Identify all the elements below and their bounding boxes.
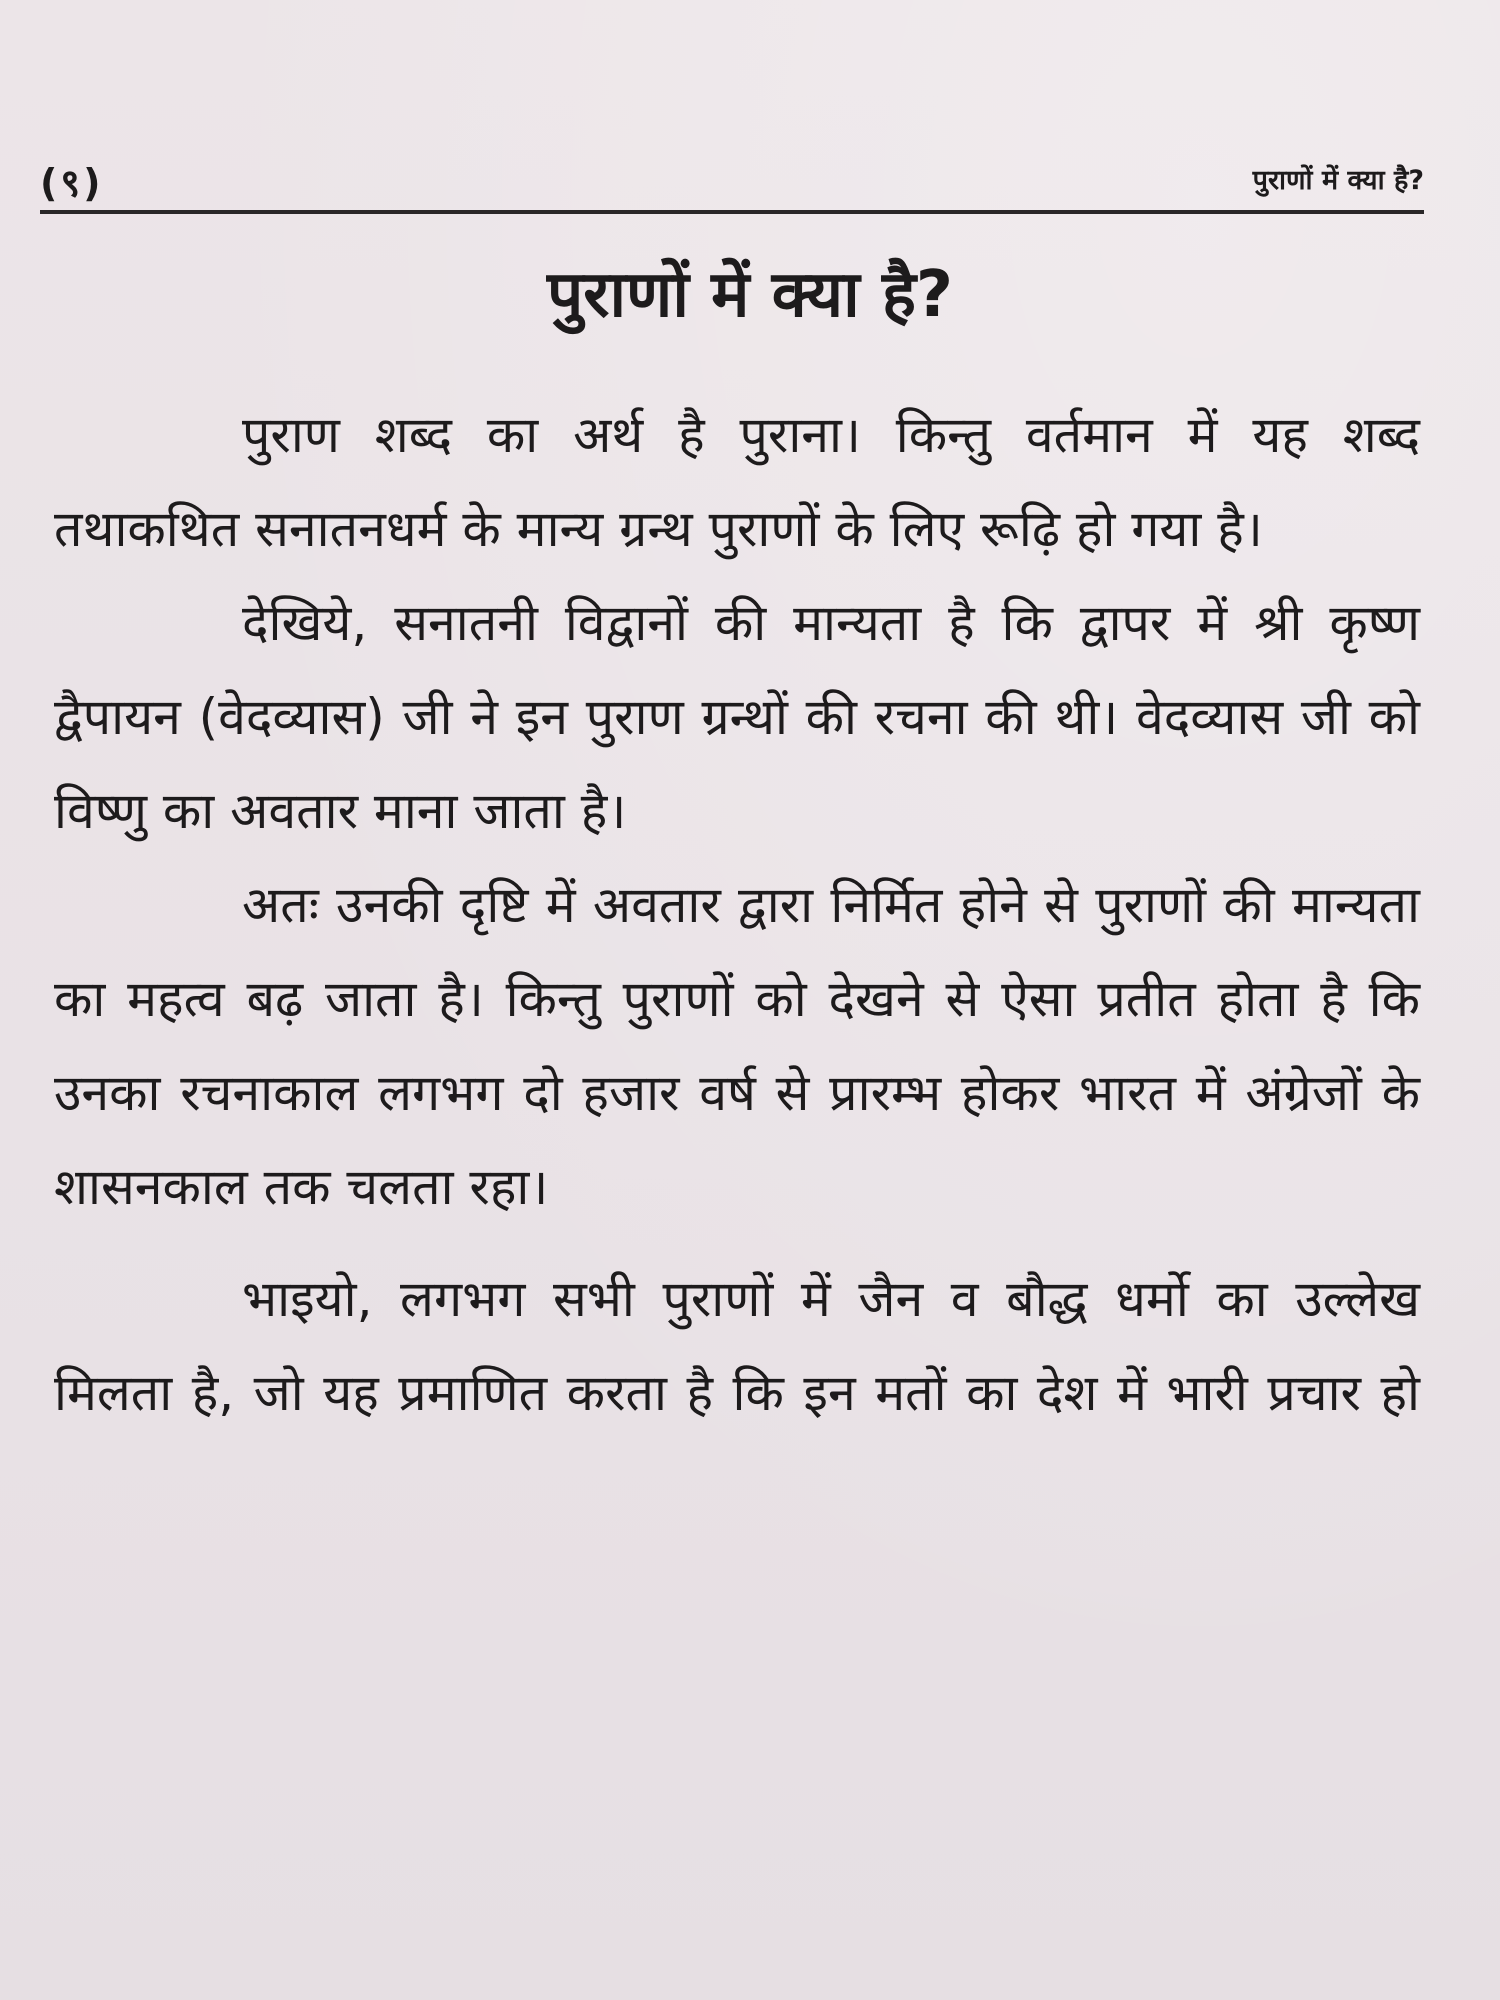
paragraph-1: पुराण शब्द का अर्थ है पुराना। किन्तु वर्तमान में यह शब्द तथाकथित सनातनधर्म के मान्य ग्रन्थ पुराणों के लिए रूढ़ि हो गया है। [54,406,1420,558]
page-number: (९) [40,161,104,205]
chapter-title: पुराणों में क्या है? [546,258,954,332]
paragraph-2: देखिये, सनातनी विद्वानों की मान्यता है कि द्वापर में श्री कृष्ण द्वैपायन (वेदव्यास) जी ने इन पुराण ग्रन्थों की रचना की थी। वेदव्यास जी को विष्णु का अवतार माना जाता है। [54,594,1420,840]
running-title: पुराणों में क्या है? [1252,165,1424,196]
page-header [40,150,1424,205]
paragraph-4: भाइयो, लगभग सभी पुराणों में जैन व बौद्ध धर्मो का उल्लेख मिलता है, जो यह प्रमाणित करता है कि इन मतों का देश में भारी प्रचार हो [54,1270,1420,1422]
header-rule [40,210,1424,214]
paragraph-3: अतः उनकी दृष्टि में अवतार द्वारा निर्मित होने से पुराणों की मान्यता का महत्व बढ़ जाता है। किन्तु पुराणों को देखने से ऐसा प्रतीत होता है कि उनका रचनाकाल लगभग दो हजार वर्ष से प्रारम्भ होकर भारत में अंग्रेजों के शासनकाल तक चलता रहा। [54,876,1420,1216]
body-text [54,388,1420,1440]
